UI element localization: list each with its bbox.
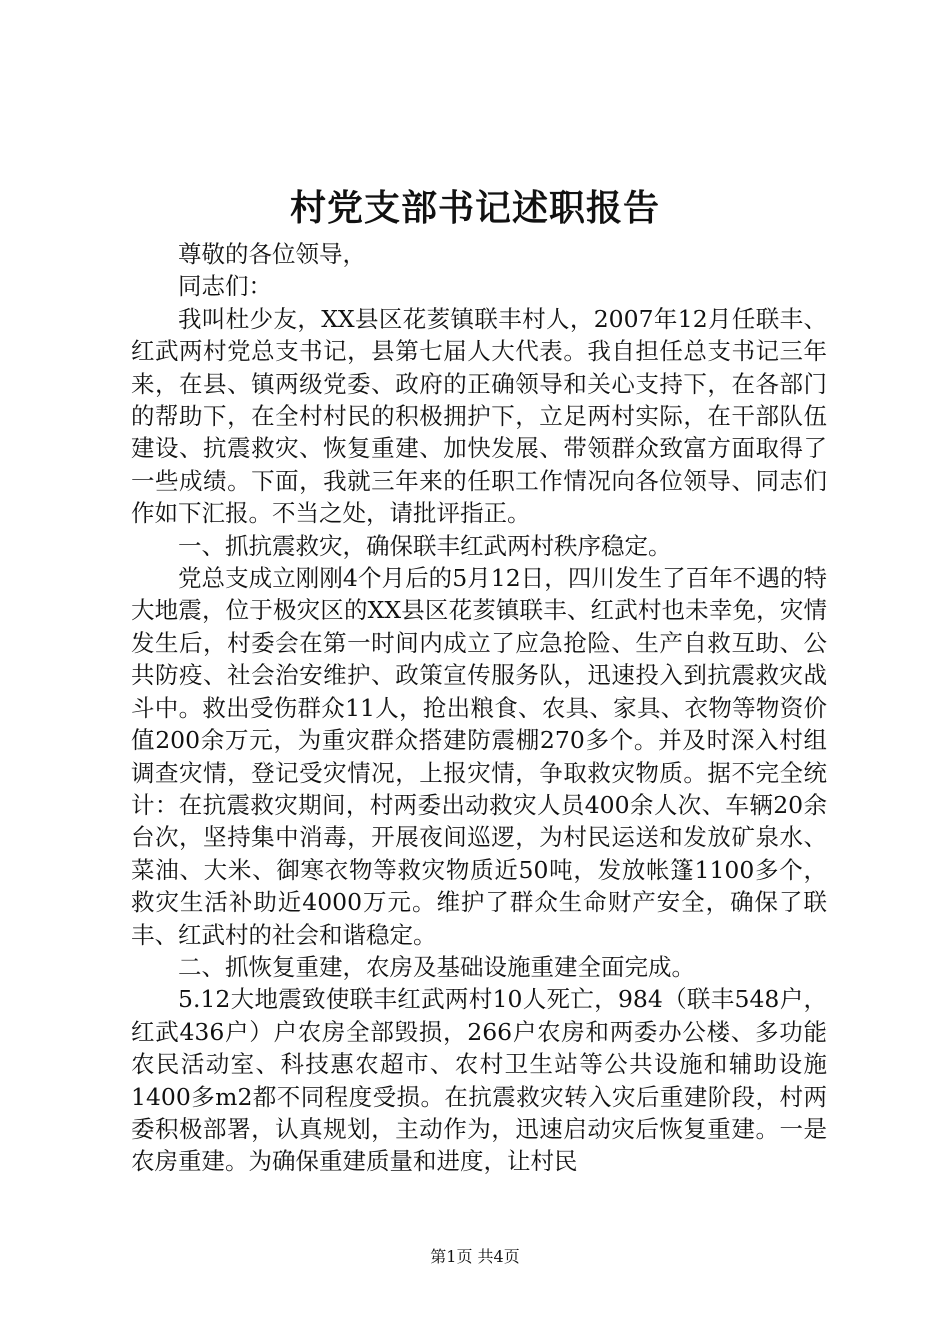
salutation: 尊敬的各位领导， xyxy=(178,240,366,268)
paragraph: 我叫杜少友，XX县区花荄镇联丰村人，2007年12月任联丰、红武两村党总支书记，县第七届人大代表。我自担任总支书记三年来，在县、镇两级党委、政府的正确领导和关心支持下，在各部门的帮助下，在全村村民的积极拥护下，立足两村实际，在干部队伍建设、抗震救灾、恢复重建、加快发展、带领群众致富方面取得了一些成绩。下面，我就三年来的任职工作情况向各位领导、同志们作如下汇报。不当之处，请批评指正。 xyxy=(131,304,827,528)
salutation: 同志们： xyxy=(178,272,272,301)
section-heading: 二、抓恢复重建，农房及基础设施重建全面完成。 xyxy=(178,952,695,981)
paragraph: 5.12大地震致使联丰红武两村10人死亡，984（联丰548户，红武436户）户农房全部毁损，266户农房和两委办公楼、多功能农民活动室、科技惠农超市、农村卫生站等公共设施和辅助设施1400多m2都不同程度受损。在抗震救灾转入灾后重建阶段，村两委积极部署，认真规划，主动作为，迅速启动灾后恢复重建。一是农房重建。为确保重建质量和进度，让村民 xyxy=(131,985,827,1176)
paragraph: 党总支成立刚刚4个月后的5月12日，四川发生了百年不遇的特大地震，位于极灾区的XX县区花荄镇联丰、红武村也未幸免，灾情发生后，村委会在第一时间内成立了应急抢险、生产自救互助、公共防疫、社会治安维护、政策宣传服务队，迅速投入到抗震救灾战斗中。救出受伤群众11人，抢出粮食、农具、家具、衣物等物资价值200余万元，为重灾群众搭建防震棚270多个。并及时深入村组调查灾情，登记受灾情况，上报灾情，争取救灾物质。据不完全统计：在抗震救灾期间，村两委出动救灾人员400余人次、车辆20余台次，坚持集中消毒，开展夜间巡逻，为村民运送和发放矿泉水、菜油、大米、御寒衣物等救灾物质近50吨，发放帐篷1100多个，救灾生活补助近4000万元。维护了群众生命财产安全，确保了联丰、红武村的社会和谐稳定。 xyxy=(131,564,827,949)
document-body xyxy=(131,238,827,1178)
page-footer: 第1页 共4页 xyxy=(430,1247,520,1266)
document-title: 村党支部书记述职报告 xyxy=(289,187,660,229)
section-heading: 一、抓抗震救灾，确保联丰红武两村秩序稳定。 xyxy=(178,531,672,560)
